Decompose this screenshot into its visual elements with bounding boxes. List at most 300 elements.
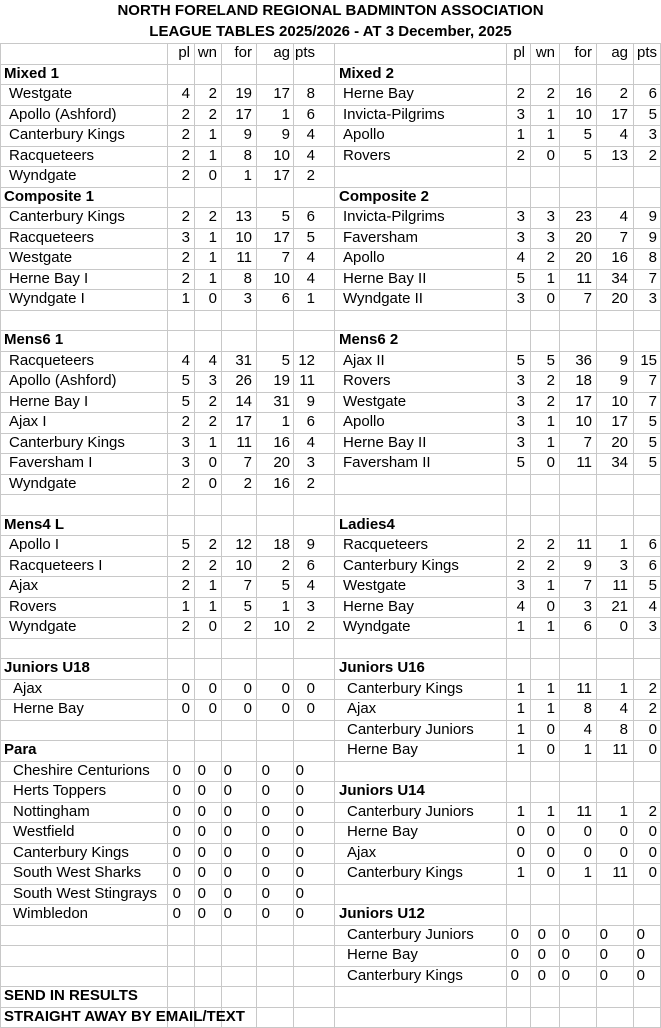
team-name: Ajax [9,577,39,594]
column-header-ag: ag [611,44,628,61]
team-name: Herne Bay I [9,392,89,410]
stat-pts: 5 [648,413,657,430]
team-name: Apollo I [9,536,60,553]
stat-for: 7 [583,290,592,307]
team-name: Racqueteers [343,536,429,553]
stat-for: 8 [243,269,252,287]
stat-pl: 5 [181,392,190,410]
stat-pts: 6 [648,556,657,574]
stat-pts: 6 [306,105,315,123]
stat-pts: 5 [648,577,657,594]
stat-pts: 0 [295,864,304,881]
stat-pts: 6 [648,536,657,553]
stat-wn: 2 [546,536,555,553]
stat-wn: 1 [546,413,555,430]
stat-ag: 0 [281,679,290,697]
stat-for: 0 [243,700,252,717]
stat-wn: 0 [197,864,206,881]
stat-pts: 0 [295,823,304,840]
column-header-pl: pl [178,44,190,61]
stat-wn: 2 [208,105,217,123]
stat-for: 7 [583,433,592,451]
stat-pl: 0 [510,925,519,943]
stat-for: 19 [235,85,252,102]
stat-pl: 2 [181,474,190,492]
section-title: Ladies4 [339,515,395,533]
team-name: Faversham II [343,454,431,471]
stat-ag: 7 [281,249,290,266]
team-name: Canterbury Juniors [347,720,474,738]
stat-ag: 0 [261,802,270,820]
team-name: Canterbury Kings [343,556,459,574]
stat-pl: 2 [516,146,525,164]
stat-pl: 1 [516,126,525,143]
team-name: Herne Bay II [343,433,427,451]
stat-ag: 11 [612,577,628,594]
stat-for: 0 [561,966,570,984]
stat-pl: 3 [181,228,190,246]
stat-wn: 1 [546,433,555,451]
stat-pl: 0 [181,700,190,717]
stat-for: 11 [576,269,592,287]
stat-pts: 0 [648,823,657,840]
stat-pl: 0 [510,966,519,984]
stat-ag: 9 [619,351,628,369]
stat-ag: 34 [611,454,628,471]
stat-wn: 0 [208,290,217,307]
stat-pl: 4 [181,351,190,369]
stat-ag: 4 [619,208,628,225]
stat-ag: 0 [619,823,628,840]
stat-pl: 3 [516,433,525,451]
stat-pts: 4 [306,146,315,164]
stat-pts: 3 [306,454,315,471]
stat-pts: 8 [306,85,315,102]
stat-pts: 6 [306,556,315,574]
team-name: Wyndgate [9,167,77,184]
stat-pl: 0 [510,946,519,963]
stat-pts: 5 [648,105,657,123]
stat-wn: 0 [208,700,217,717]
team-name: Herne Bay [343,85,414,102]
stat-wn: 1 [208,146,217,164]
team-name: Nottingham [13,802,90,820]
stat-for: 12 [235,536,252,553]
stat-for: 0 [561,925,570,943]
stat-pl: 1 [516,679,525,697]
stat-wn: 2 [546,249,555,266]
stat-for: 0 [223,884,232,902]
stat-pts: 3 [648,126,657,143]
stat-for: 11 [236,249,252,266]
stat-pl: 4 [516,249,525,266]
stat-pts: 0 [648,864,657,881]
stat-wn: 1 [208,228,217,246]
team-name: Wyndgate II [343,290,423,307]
stat-for: 0 [223,802,232,820]
stat-pts: 0 [295,905,304,922]
stat-wn: 4 [208,351,217,369]
stat-pts: 3 [648,618,657,635]
stat-wn: 0 [546,720,555,738]
stat-wn: 3 [208,372,217,389]
stat-ag: 16 [611,249,628,266]
team-name: Westfield [13,823,75,840]
stat-wn: 0 [197,802,206,820]
stat-for: 13 [235,208,252,225]
stat-ag: 0 [261,864,270,881]
stat-pl: 0 [172,843,181,861]
stat-for: 0 [223,782,232,799]
stat-ag: 0 [599,946,608,963]
stat-pl: 3 [516,208,525,225]
stat-ag: 0 [261,905,270,922]
stat-for: 11 [576,679,592,697]
stat-pl: 3 [516,105,525,123]
stat-wn: 0 [197,843,206,861]
stat-for: 7 [243,577,252,594]
column-header-ag: ag [273,44,290,61]
stat-for: 2 [243,618,252,635]
team-name: Westgate [9,249,73,266]
stat-for: 9 [243,126,252,143]
team-name: Ajax II [343,351,385,369]
stat-wn: 5 [546,351,555,369]
stat-pl: 3 [516,372,525,389]
stat-for: 3 [583,597,592,615]
team-name: Ajax [347,700,377,717]
team-name: Westgate [343,577,407,594]
stat-pts: 11 [299,372,315,389]
stat-for: 31 [235,351,252,369]
team-name: South West Stingrays [13,884,157,902]
stat-for: 36 [575,351,592,369]
stat-ag: 2 [281,556,290,574]
stat-pl: 0 [181,679,190,697]
stat-pl: 1 [516,618,525,635]
stat-ag: 0 [261,823,270,840]
stat-ag: 0 [281,700,290,717]
team-name: Herts Toppers [13,782,107,799]
stat-ag: 1 [281,597,290,615]
sheet-subtitle: LEAGUE TABLES 2025/2026 - AT 3 December, 2025 [149,23,512,40]
stat-pl: 2 [181,618,190,635]
stat-wn: 1 [546,700,555,717]
stat-ag: 11 [612,864,628,881]
stat-ag: 8 [619,720,628,738]
section-title: Composite 1 [4,187,95,205]
stat-wn: 1 [208,597,217,615]
team-name: Wyndgate [9,474,77,492]
stat-for: 9 [583,556,592,574]
stat-wn: 3 [546,228,555,246]
team-name: Canterbury Kings [9,208,125,225]
team-name: Invicta-Pilgrims [343,105,445,123]
stat-pl: 0 [172,761,181,779]
stat-wn: 0 [537,925,546,943]
team-name: Apollo (Ashford) [9,105,117,123]
stat-ag: 34 [611,269,628,287]
stat-pts: 0 [295,782,304,799]
team-name: Cheshire Centurions [13,761,150,779]
stat-for: 0 [583,823,592,840]
stat-for: 5 [243,597,252,615]
stat-wn: 1 [546,105,555,123]
stat-pl: 3 [516,228,525,246]
team-name: Westgate [9,85,73,102]
team-name: Apollo (Ashford) [9,372,117,389]
stat-wn: 1 [546,618,555,635]
column-header-wn: wn [535,44,555,61]
stat-for: 0 [243,679,252,697]
stat-for: 8 [243,146,252,164]
stat-wn: 2 [546,372,555,389]
stat-for: 20 [575,249,592,266]
stat-pts: 0 [295,761,304,779]
stat-ag: 17 [273,85,290,102]
team-name: Canterbury Kings [347,966,463,984]
stat-pl: 3 [516,392,525,410]
stat-wn: 2 [208,392,217,410]
stat-pl: 3 [516,413,525,430]
stat-ag: 31 [273,392,290,410]
stat-pl: 2 [181,577,190,594]
stat-pl: 0 [516,823,525,840]
section-title: Mixed 2 [339,64,395,82]
team-name: Herne Bay I [9,269,89,287]
stat-pl: 2 [181,105,190,123]
stat-ag: 19 [273,372,290,389]
sheet-title: NORTH FORELAND REGIONAL BADMINTON ASSOCIATION [117,2,544,19]
stat-pl: 3 [516,290,525,307]
stat-ag: 0 [599,925,608,943]
team-name: Canterbury Kings [9,126,125,143]
team-name: Racqueteers [9,351,95,369]
stat-ag: 17 [273,228,290,246]
stat-wn: 0 [546,823,555,840]
stat-pts: 8 [648,249,657,266]
stat-pts: 1 [306,290,315,307]
stat-pl: 2 [181,208,190,225]
stat-for: 17 [235,413,252,430]
team-name: Wyndgate [343,618,411,635]
stat-pts: 0 [636,946,645,963]
stat-pts: 2 [306,618,315,635]
team-name: Invicta-Pilgrims [343,208,445,225]
team-name: Apollo [343,126,385,143]
stat-wn: 0 [546,290,555,307]
stat-wn: 0 [197,761,206,779]
stat-pts: 2 [648,700,657,717]
stat-pl: 5 [181,536,190,553]
section-title: Mens4 L [4,515,65,533]
stat-ag: 1 [281,413,290,430]
stat-wn: 1 [208,577,217,594]
team-name: Rovers [9,597,57,615]
stat-pts: 7 [648,372,657,389]
stat-pts: 0 [636,925,645,943]
stat-pts: 3 [306,597,315,615]
stat-wn: 0 [197,782,206,799]
stat-pts: 4 [648,597,657,615]
team-name: Apollo [343,413,385,430]
stat-pts: 2 [648,679,657,697]
stat-for: 4 [583,720,592,738]
stat-pts: 0 [295,884,304,902]
team-name: Wimbledon [13,905,89,922]
stat-wn: 0 [546,843,555,861]
stat-pl: 2 [181,167,190,184]
stat-wn: 3 [546,208,555,225]
stat-ag: 3 [619,556,628,574]
team-name: Apollo [343,249,385,266]
stat-for: 17 [235,105,252,123]
stat-wn: 1 [208,269,217,287]
stat-pl: 4 [181,85,190,102]
stat-for: 0 [223,864,232,881]
stat-for: 2 [243,474,252,492]
stat-pts: 6 [648,85,657,102]
stat-wn: 0 [537,946,546,963]
stat-wn: 0 [197,823,206,840]
stat-ag: 5 [281,208,290,225]
stat-for: 7 [583,577,592,594]
stat-pl: 5 [181,372,190,389]
stat-pl: 2 [181,269,190,287]
stat-ag: 17 [611,413,628,430]
stat-pts: 9 [648,208,657,225]
stat-ag: 10 [611,392,628,410]
team-name: Canterbury Juniors [347,802,474,820]
stat-for: 17 [575,392,592,410]
stat-ag: 4 [619,700,628,717]
stat-ag: 0 [619,843,628,861]
stat-for: 10 [235,556,252,574]
section-title: Juniors U18 [4,659,90,676]
stat-pl: 0 [172,905,181,922]
stat-pl: 0 [172,823,181,840]
stat-pl: 3 [181,454,190,471]
column-header-for: for [234,44,252,61]
stat-for: 10 [235,228,252,246]
stat-wn: 1 [546,577,555,594]
stat-wn: 0 [197,905,206,922]
stat-wn: 0 [208,167,217,184]
stat-pl: 0 [172,782,181,799]
stat-wn: 1 [208,126,217,143]
stat-ag: 21 [611,597,628,615]
stat-ag: 9 [281,126,290,143]
stat-wn: 0 [546,864,555,881]
stat-pl: 3 [516,577,525,594]
stat-for: 8 [583,700,592,717]
stat-for: 5 [583,126,592,143]
team-name: South West Sharks [13,864,142,881]
team-name: Herne Bay [13,700,84,717]
stat-pts: 6 [306,413,315,430]
stat-for: 14 [235,392,252,410]
stat-wn: 0 [208,679,217,697]
stat-pl: 0 [172,802,181,820]
stat-pts: 4 [306,249,315,266]
stat-pl: 5 [516,454,525,471]
team-name: Racqueteers [9,228,95,246]
team-name: Ajax [13,679,43,697]
stat-for: 0 [223,843,232,861]
stat-for: 10 [575,413,592,430]
stat-wn: 1 [546,126,555,143]
stat-pl: 2 [516,536,525,553]
stat-pl: 5 [516,269,525,287]
stat-ag: 1 [281,105,290,123]
stat-wn: 0 [546,597,555,615]
stat-ag: 20 [273,454,290,471]
stat-pts: 0 [306,679,315,697]
team-name: Ajax [347,843,377,861]
stat-pts: 0 [648,843,657,861]
stat-for: 11 [576,536,592,553]
stat-pl: 1 [516,720,525,738]
stat-wn: 1 [546,679,555,697]
stat-pts: 0 [295,802,304,820]
stat-wn: 0 [208,454,217,471]
stat-ag: 1 [619,802,628,820]
stat-wn: 0 [197,884,206,902]
stat-ag: 20 [611,433,628,451]
team-name: Racqueteers I [9,556,103,574]
stat-pl: 2 [181,413,190,430]
stat-ag: 0 [261,761,270,779]
stat-ag: 0 [261,782,270,799]
team-name: Westgate [343,392,407,410]
footer-by-email: STRAIGHT AWAY BY EMAIL/TEXT [4,1007,245,1025]
stat-pts: 5 [648,454,657,471]
section-title: Juniors U12 [339,905,425,922]
stat-wn: 0 [208,618,217,635]
stat-wn: 0 [546,146,555,164]
stat-pl: 2 [516,556,525,574]
stat-ag: 5 [281,351,290,369]
stat-wn: 2 [208,413,217,430]
team-name: Herne Bay II [343,269,427,287]
stat-pts: 4 [306,577,315,594]
stat-pl: 3 [181,433,190,451]
stat-pts: 4 [306,126,315,143]
stat-pl: 2 [181,146,190,164]
stat-pl: 1 [516,864,525,881]
stat-for: 1 [583,741,592,758]
stat-pts: 12 [298,351,315,369]
team-name: Wyndgate [9,618,77,635]
stat-pts: 4 [306,433,315,451]
team-name: Ajax I [9,413,47,430]
stat-pts: 7 [648,392,657,410]
team-name: Wyndgate I [9,290,85,307]
column-header-pts: pts [294,44,315,61]
section-title: Mens6 2 [339,331,399,348]
stat-pts: 0 [636,966,645,984]
stat-pts: 3 [648,290,657,307]
stat-for: 23 [575,208,592,225]
stat-wn: 2 [208,536,217,553]
stat-ag: 7 [619,228,628,246]
stat-wn: 1 [546,269,555,287]
team-name: Herne Bay [347,946,418,963]
stat-ag: 1 [619,679,628,697]
stat-wn: 0 [546,741,555,758]
stat-pl: 1 [516,741,525,758]
stat-pl: 2 [181,249,190,266]
